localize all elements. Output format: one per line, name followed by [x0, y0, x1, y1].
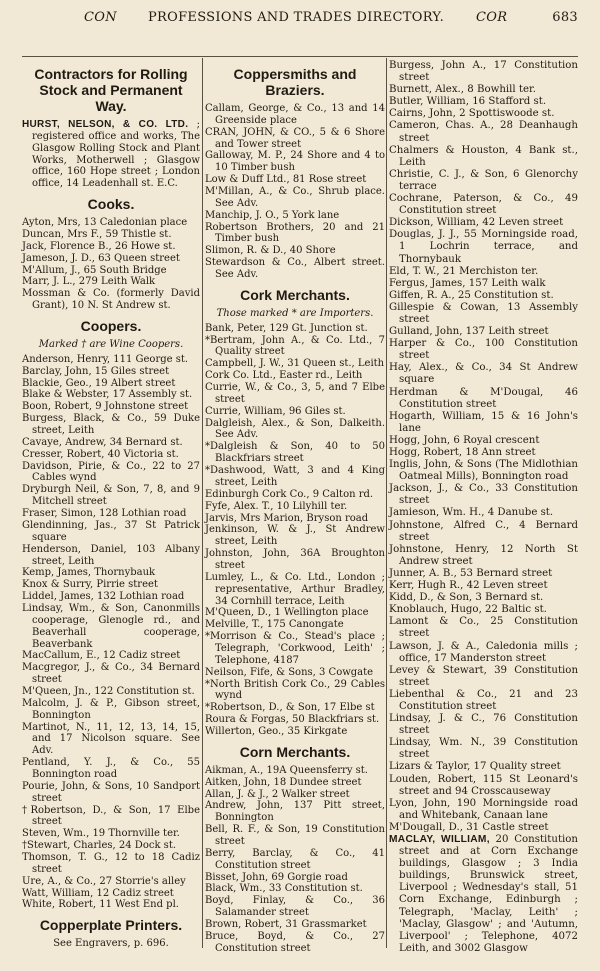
directory-entry: Black, Wm., 33 Constitution st.: [205, 883, 363, 895]
directory-entry: Kerr, Hugh R., 42 Leven street: [389, 580, 548, 592]
directory-entry: Bruce, Boyd, & Co., 27 Constitution street: [205, 930, 385, 954]
directory-entry: Martinot, N., 11, 12, 13, 14, 15, and 17 Nicolson square. See Adv.: [22, 721, 200, 757]
directory-entry: Lindsay, J. & C., 76 Constitution street: [389, 713, 578, 737]
header-title: PROFESSIONS AND TRADES DIRECTORY.: [148, 10, 445, 25]
directory-entry: Fyfe, Alex. T., 10 Lilyhill ter.: [205, 500, 348, 512]
directory-entry: Herdman & M'Dougal, 46 Constitution street: [389, 386, 578, 410]
directory-entry: Butler, William, 16 Stafford st.: [389, 96, 547, 108]
directory-entry: M'Dougall, D., 31 Castle street: [389, 821, 549, 833]
section-heading: Contractors for Rolling Stock and Permanent Way.: [34, 66, 188, 114]
directory-entry: Aikman, A., 19A Queensferry st.: [205, 764, 368, 776]
directory-entry: MacCallum, E., 12 Cadiz street: [22, 650, 181, 662]
section-note: Those marked * are Importers.: [216, 307, 374, 319]
directory-entry: Hay, Alex., & Co., 34 St Andrew square: [389, 362, 578, 386]
directory-entry: Cavaye, Andrew, 34 Bernard st.: [22, 436, 183, 448]
directory-entry: Henderson, Daniel, 103 Albany street, Leith: [22, 543, 200, 567]
directory-entry: Steven, Wm., 19 Thornville ter.: [22, 828, 180, 840]
directory-entry: Chalmers & Houston, 4 Bank st., Leith: [389, 144, 578, 168]
directory-entry: Louden, Robert, 115 St Leonard's street and 94 Crosscauseway: [389, 773, 578, 797]
column-3: [389, 60, 578, 955]
directory-entry: Lamont & Co., 25 Constitution street: [389, 616, 578, 640]
directory-entry: Macgregor, J., & Co., 34 Bernard street: [22, 662, 200, 686]
header-left-guide: CON: [84, 10, 117, 25]
directory-entry: Barclay, John, 15 Giles street: [22, 365, 170, 377]
directory-entry: Fraser, Simon, 128 Lothian road: [22, 508, 187, 520]
directory-entry: Lindsay, Wm., & Son, Canonmills cooperage, Glenogle rd., and Beaverhall cooperage, Beaverbank: [22, 602, 200, 650]
directory-entry: Bisset, John, 69 Gorgie road: [205, 871, 348, 883]
cross-reference: See Engravers, p. 696.: [53, 938, 169, 950]
section-heading: Coppersmiths and Braziers.: [233, 66, 357, 98]
directory-entry: Hogg, John, 6 Royal crescent: [389, 434, 540, 446]
directory-entry: Liebenthal & Co., 21 and 23 Constitution street: [389, 688, 578, 712]
directory-entry: Duncan, Mrs F., 59 Thistle st.: [22, 229, 172, 241]
directory-entry: Inglis, John, & Sons (The Midlothian Oatmeal Mills), Bonnington road: [389, 459, 578, 483]
directory-entry: Callam, George, & Co., 13 and 14 Greenside place: [205, 103, 385, 126]
directory-entry: Dalgleish, Alex., & Son, Dalkeith. See Adv.: [205, 417, 385, 441]
featured-entry: [389, 834, 578, 955]
page-number: 683: [552, 10, 578, 25]
directory-entry: Dickson, William, 42 Leven street: [389, 217, 564, 229]
directory-entry: Ure, A., & Co., 27 Storrie's alley: [22, 875, 186, 887]
column-divider-2: [386, 58, 387, 948]
directory-entry: Cameron, Chas. A., 28 Deanhaugh street: [389, 120, 578, 144]
directory-entry: Glendinning, Jas., 37 St Patrick square: [22, 519, 200, 543]
directory-entry: Liddel, James, 132 Lothian road: [22, 591, 185, 603]
section-heading: Cooks.: [87, 196, 135, 213]
featured-entry-details: 20 Constitution street and at Corn Exchange buildings, Glasgow ; 3 India buildings, Brunswick street, Liverpool ; Wednesday's stall, 51 Corn Exchange, Edinburgh ; Telegraph, 'Maclay, Leith' ; 'Maclay, Glasgow' ; and 'Autumn, Liverpool' ; Telephone, 4072 Leith, and 3002 Glasgow: [399, 834, 578, 954]
directory-entry: Burgess, John A., 17 Constitution street: [389, 60, 578, 84]
directory-entry: Burgess, Black, & Co., 59 Duke street, Leith: [22, 413, 200, 437]
directory-entry: Cresser, Robert, 40 Victoria st.: [22, 448, 179, 460]
directory-entry: Roura & Forgas, 50 Blackfriars st.: [205, 714, 380, 726]
directory-entry: Jarvis, Mrs Marion, Bryson road: [205, 512, 369, 524]
directory-entry: White, Robert, 11 West End pl.: [22, 899, 179, 911]
directory-entry: Berry, Barclay, & Co., 41 Constitution street: [205, 847, 385, 871]
directory-entry: Jamieson, Wm. H., 4 Danube st.: [389, 507, 554, 519]
directory-entry: Aitken, John, 18 Dundee street: [205, 776, 362, 788]
directory-entry: Giffen, R. A., 25 Constitution st.: [389, 289, 554, 301]
directory-entry: Lawson, J. & A., Caledonia mills ; office, 17 Manderston street: [389, 640, 578, 664]
directory-entry: Johnstone, Alfred C., 4 Bernard street: [389, 519, 578, 543]
directory-entry: Malcolm, J. & P., Gibson street, Bonnington: [22, 697, 200, 721]
directory-entry: Jameson, J. D., 63 Queen street: [22, 252, 180, 264]
directory-entry: Fergus, James, 157 Leith walk: [389, 277, 546, 289]
directory-entry: *Dashwood, Watt, 3 and 4 King street, Leith: [205, 465, 385, 488]
directory-entry: Galloway, M. P., 24 Shore and 4 to 10 Timber bush: [205, 150, 385, 174]
directory-entry: Harper & Co., 100 Constitution street: [389, 338, 578, 362]
directory-entry: Knoblauch, Hugo, 22 Baltic st.: [389, 604, 547, 616]
section-heading: Coopers.: [80, 318, 142, 335]
directory-entry: Junner, A. B., 53 Bernard street: [389, 567, 553, 579]
directory-entry: Eld, T. W., 21 Merchiston ter.: [389, 265, 539, 277]
directory-entry: Cochrane, Paterson, & Co., 49 Constitution street: [389, 193, 578, 217]
directory-entry: CRAN, JOHN, & CO., 5 & 6 Shore and Tower street: [205, 126, 385, 150]
directory-entry: M'Millan, A., & Co., Shrub place. See Adv.: [205, 186, 385, 209]
directory-entry: *Bertram, John A., & Co. Ltd., 7 Quality street: [205, 334, 385, 358]
directory-entry: Thomson, T. G., 12 to 18 Cadiz street: [22, 851, 200, 875]
directory-entry: Bank, Peter, 129 Gt. Junction st.: [205, 322, 368, 334]
directory-entry: Kidd, D., & Son, 3 Bernard st.: [389, 592, 544, 604]
column-divider-1: [202, 58, 203, 948]
directory-entry: Slimon, R. & D., 40 Shore: [205, 245, 336, 257]
directory-entry: Christie, C. J., & Son, 6 Glenorchy terrace: [389, 168, 578, 192]
header-right-guide: COR: [476, 10, 508, 25]
directory-entry: Blackie, Geo., 19 Albert street: [22, 377, 176, 389]
directory-entry: Willerton, Geo., 35 Kirkgate: [205, 725, 348, 737]
directory-entry: Melville, T., 175 Canongate: [205, 619, 344, 631]
directory-entry: *Robertson, D., & Son, 17 Elbe st: [205, 702, 375, 714]
directory-entry: Low & Duff Ltd., 81 Rose street: [205, 174, 367, 186]
directory-entry: Levey & Stewart, 39 Constitution street: [389, 664, 578, 688]
running-header: [22, 6, 578, 30]
directory-entry: Marr, J. L., 279 Leith Walk: [22, 276, 156, 288]
featured-entry-details: ; registered office and works, The Glasgow Rolling Stock and Plant Works, Motherwell ; Glasgow office, 160 Hope street ; London office, 14 Leadenhall st. E.C.: [32, 119, 200, 190]
section-heading: Corn Merchants.: [239, 743, 351, 760]
section-heading: Copperplate Printers.: [39, 917, 183, 934]
directory-entry: Pentland, Y. J., & Co., 55 Bonnington road: [22, 757, 200, 780]
directory-entry: Mossman & Co. (formerly David Grant), 10 N. St Andrew st.: [22, 288, 200, 312]
directory-entry: Anderson, Henry, 111 George st.: [22, 353, 189, 365]
directory-entry: Currie, William, 96 Giles st.: [205, 405, 346, 417]
directory-entry: Knox & Surry, Pirrie street: [22, 579, 158, 591]
directory-entry: Lyon, John, 190 Morningside road and Whitebank, Canaan lane: [389, 797, 578, 821]
directory-entry: Ayton, Mrs, 13 Caledonian place: [22, 217, 188, 229]
column-1: [22, 60, 200, 950]
directory-entry: M'Queen, Jn., 122 Constitution st.: [22, 685, 195, 697]
directory-entry: Currie, W., & Co., 3, 5, and 7 Elbe street: [205, 382, 385, 405]
directory-entry: Davidson, Pirie, & Co., 22 to 27 Cables wynd: [22, 460, 200, 484]
featured-entry-name: HURST, NELSON, & CO. LTD.: [22, 119, 189, 130]
directory-entry: Jackson, J., & Co., 33 Constitution street: [389, 483, 578, 507]
directory-entry: Andrew, John, 137 Pitt street, Bonnington: [205, 800, 385, 824]
directory-entry: Cork Co. Ltd., Easter rd., Leith: [205, 370, 363, 382]
directory-entry: Jenkinson, W. & J., St Andrew street, Leith: [205, 524, 385, 548]
directory-entry: Dryburgh Neil, & Son, 7, 8, and 9 Mitchell street: [22, 484, 200, 508]
directory-entry: Lumley, L., & Co. Ltd., London ; representative, Arthur Bradley, 34 Cornhill terrace, Leith: [205, 571, 385, 607]
directory-entry: Edinburgh Cork Co., 9 Calton rd.: [205, 488, 374, 500]
directory-entry: Burnett, Alex., 8 Bowhill ter.: [389, 84, 537, 96]
directory-entry: Watt, William, 12 Cadiz street: [22, 887, 174, 899]
directory-entry: M'Queen, D., 1 Wellington place: [205, 607, 369, 619]
section-note: Marked † are Wine Coopers.: [38, 339, 184, 351]
directory-entry: Jack, Florence B., 26 Howe st.: [22, 240, 176, 252]
directory-entry: Lizars & Taylor, 17 Quality street: [389, 761, 561, 773]
featured-entry: [22, 119, 200, 190]
directory-entry: Pourie, John, & Sons, 10 Sandport street: [22, 780, 200, 804]
directory-entry: Douglas, J. J., 55 Morningside road, 1 Lochrin terrace, and Thornybauk: [389, 229, 578, 265]
directory-entry: Bell, R. F., & Son, 19 Constitution street: [205, 824, 385, 847]
directory-entry: Boyd, Finlay, & Co., 36 Salamander street: [205, 895, 385, 919]
section-heading: Cork Merchants.: [240, 286, 350, 303]
directory-entry: Kemp, James, Thornybauk: [22, 567, 156, 579]
featured-entry-name: MACLAY, WILLIAM,: [389, 834, 490, 845]
directory-entry: †Robertson, D., & Son, 17 Elbe street: [22, 804, 200, 828]
directory-entry: Boon, Robert, 9 Johnstone street: [22, 401, 189, 413]
directory-entry: †Stewart, Charles, 24 Dock st.: [22, 840, 177, 852]
directory-entry: *North British Cork Co., 29 Cables wynd: [205, 678, 385, 702]
directory-entry: Neilson, Fife, & Sons, 3 Cowgate: [205, 666, 374, 678]
directory-entry: Johnston, John, 36A Broughton street: [205, 548, 385, 571]
directory-entry: *Morrison & Co., Stead's place ; Telegraph, 'Corkwood, Leith' ; Telephone, 4187: [205, 631, 385, 666]
directory-entry: Hogg, Robert, 18 Ann street: [389, 447, 536, 458]
directory-entry: Blake & Webster, 17 Assembly st.: [22, 389, 193, 401]
directory-entry: Robertson Brothers, 20 and 21 Timber bush: [205, 221, 385, 245]
directory-entry: Lindsay, Wm. N., 39 Constitution street: [389, 737, 578, 761]
directory-entry: M'Allum, J., 65 South Bridge: [22, 264, 167, 276]
directory-entry: Manchip, J. O., 5 York lane: [205, 209, 340, 221]
directory-entry: Allan, J. & J., 2 Walker street: [205, 788, 350, 800]
directory-entry: *Dalgleish & Son, 40 to 50 Blackfriars street: [205, 441, 385, 465]
directory-entry: Campbell, J. W., 31 Queen st., Leith: [205, 358, 385, 370]
column-2: [205, 60, 385, 955]
directory-entry: Gillespie & Cowan, 13 Assembly street: [389, 301, 578, 325]
directory-entry: Brown, Robert, 31 Grassmarket: [205, 919, 367, 930]
directory-entry: Stewardson & Co., Albert street. See Adv.: [205, 257, 385, 281]
header-rule: [22, 56, 578, 57]
directory-entry: Cairns, John, 2 Spottiswoode st.: [389, 108, 555, 120]
directory-entry: Johnstone, Henry, 12 North St Andrew street: [389, 543, 578, 567]
directory-entry: Hogarth, William, 15 & 16 John's lane: [389, 410, 578, 434]
directory-entry: Gulland, John, 137 Leith street: [389, 326, 549, 338]
